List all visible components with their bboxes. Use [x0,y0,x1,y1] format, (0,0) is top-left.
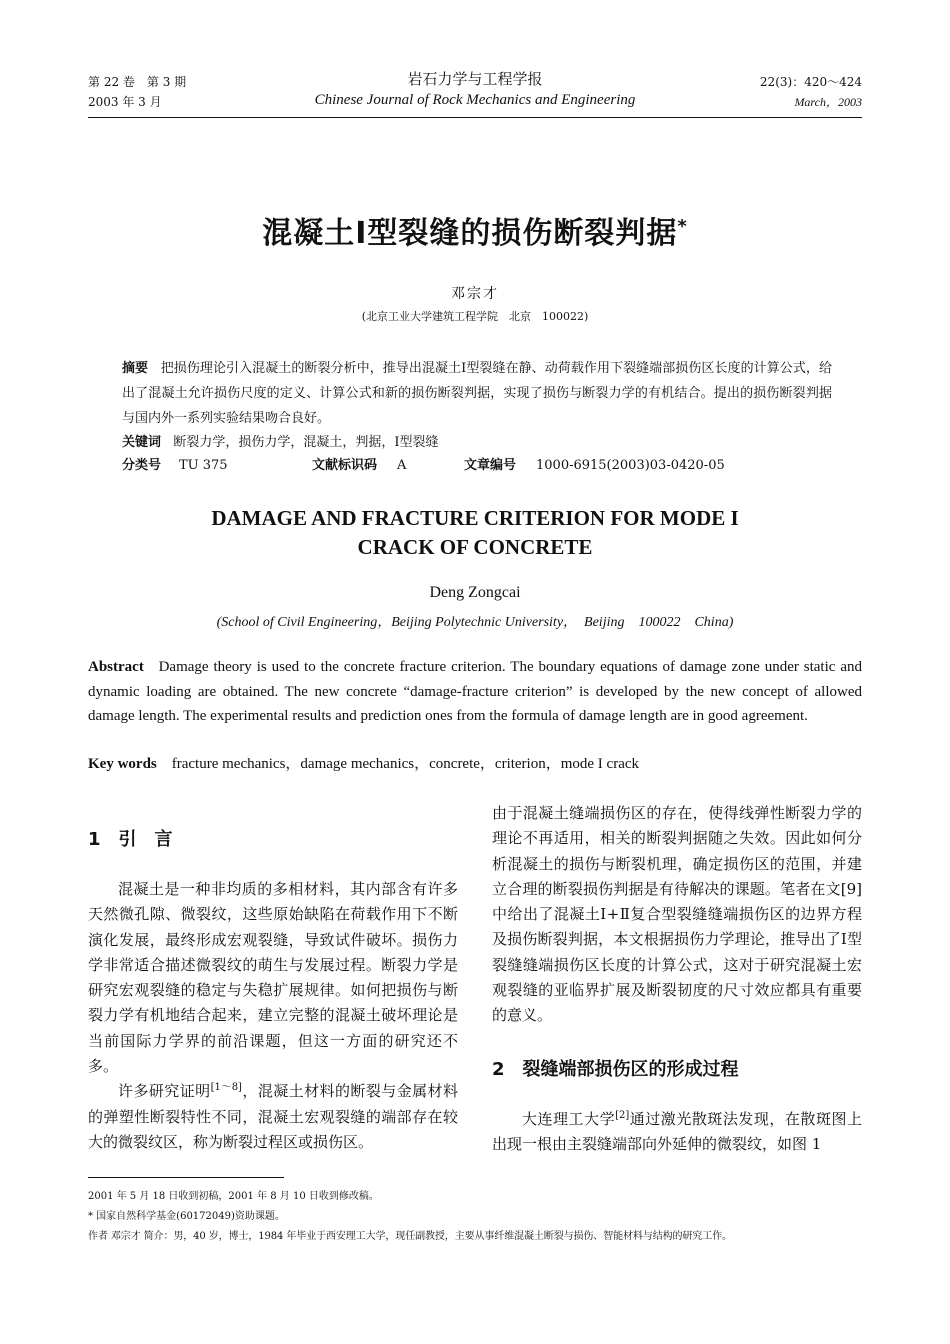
keywords-en [88,752,862,777]
affiliation-en: (School of Civil Engineering，Beijing Polytechnic University， Beijing 100022 China) [216,615,734,630]
left-column [88,877,458,1155]
section-2-heading: 2 裂缝端部损伤区的形成过程 [492,1059,739,1080]
footnote-received: 2001 年 5 月 18 日收到初稿，2001 年 8 月 10 日收到修改稿。 [88,1191,379,1202]
paragraph: 混凝土是一种非均质的多相材料，其内部含有许多天然微孔隙、微裂纹，这些原始缺陷在荷载作用下不断演化发展，最终形成宏观裂缝，导致试件破坏。损伤力学非常适合描述微裂纹的萌生与发展过程。断裂力学是研究宏观裂缝的稳定与失稳扩展规律。如何把损伤与断裂力学有机地结合起来，建立完整的混凝土破坏理论是当前国际力学界的前沿课题，但这一方面的研究还不多。 [88,880,458,1076]
abstract-en-text: Damage theory is used to the concrete fracture criterion. The boundary equations of damage zone under static and dynamic loading are obtained. The new concrete “damage-fracture criterion” is developed by the new concept of allowed damage length. The experimental results and prediction ones from the formula of damage length are in good agreement. [88,659,863,724]
footnote-funding: * 国家自然科学基金(60172049)资助课题。 [88,1211,285,1222]
class-label: 分类号 [122,458,162,473]
header-journal-en: Chinese Journal of Rock Mechanics and Engineering [314,92,636,108]
paper-title-en: DAMAGE AND FRACTURE CRITERION FOR MODE I CRACK OF CONCRETE [211,506,739,559]
footnote-author-bio: 作者 邓宗才 简介：男，40 岁，博士，1984 年毕业于西安理工大学，现任副教授，主要从事纤维混凝土断裂与损伤、智能材料与结构的研究工作。 [88,1231,732,1242]
header-rule [88,117,862,118]
paragraph: 许多研究证明[1～8]，混凝土材料的断裂与金属材料的弹塑性断裂特性不同，混凝土宏观裂缝的端部存在较大的微裂纹区，称为断裂过程区或损伤区。 [88,1082,458,1151]
header-issue-date: March，2003 [794,95,862,109]
paragraph: 由于混凝土缝端损伤区的存在，使得线弹性断裂力学的理论不再适用，相关的断裂判据随之失效。因此如何分析混凝土的损伤与断裂机理，确定损伤区的范围，并建立合理的断裂损伤判据是有待解决的课题。笔者在文[9]中给出了混凝土Ⅰ+Ⅱ复合型裂缝缝端损伤区的边界方程及损伤断裂判据，本文根据损伤力学理论，推导出了Ⅰ型裂缝缝端损伤区长度的计算公式，这对于研究混凝土宏观裂缝的亚临界扩展及断裂韧度的尺寸效应都具有重要的意义。 [492,804,862,1025]
abstract-cn-label: 摘要 [122,361,149,376]
class-value: TU 375 [179,458,228,473]
article-number-value: 1000-6915(2003)03-0420-05 [536,458,725,473]
paragraph: 大连理工大学[2]通过激光散斑法发现，在散斑图上出现一根由主裂缝端部向外延伸的微裂纹，如图 1 [492,1110,862,1154]
abstract-en [88,655,862,729]
abstract-cn-text: 把损伤理论引入混凝土的断裂分析中，推导出混凝土Ⅰ型裂缝在静、动荷载作用下裂缝端部损伤区长度的计算公式，给出了混凝土允许损伤尺度的定义、计算公式和新的损伤断裂判据，实现了损伤与断裂力学的有机结合。提出的损伤断裂判据与国内外一系列实验结果吻合良好。 [122,361,832,426]
keywords-cn [122,430,832,455]
header-volume: 第 22 卷 第 3 期 [88,75,187,89]
header-pages: 22(3)：420～424 [759,75,862,89]
doc-code-value: A [397,458,407,473]
right-column-bottom [492,1107,862,1158]
doc-code-label: 文献标识码 [312,458,378,473]
affiliation-cn: (北京工业大学建筑工程学院 北京 100022) [361,310,589,323]
keywords-en-text: fracture mechanics，damage mechanics，concrete，criterion，mode I crack [171,756,640,772]
abstract-en-label: Abstract [88,659,144,675]
keywords-cn-text: 断裂力学，损伤力学，混凝土，判据，Ⅰ型裂缝 [173,435,439,450]
keywords-cn-label: 关键词 [122,435,162,450]
header-journal-cn: 岩石力学与工程学报 [407,70,543,88]
author-en: Deng Zongcai [429,584,521,601]
paper-title-cn: 混凝土Ⅰ型裂缝的损伤断裂判据* [262,216,688,251]
keywords-en-label: Key words [88,756,157,772]
footnote-rule [88,1177,284,1178]
header-date: 2003 年 3 月 [88,95,162,109]
author-cn: 邓宗才 [451,286,499,302]
right-column-top [492,801,862,1029]
section-1-heading: 1 引 言 [88,829,173,850]
abstract-cn [122,356,832,431]
article-number-label: 文章编号 [464,458,517,473]
